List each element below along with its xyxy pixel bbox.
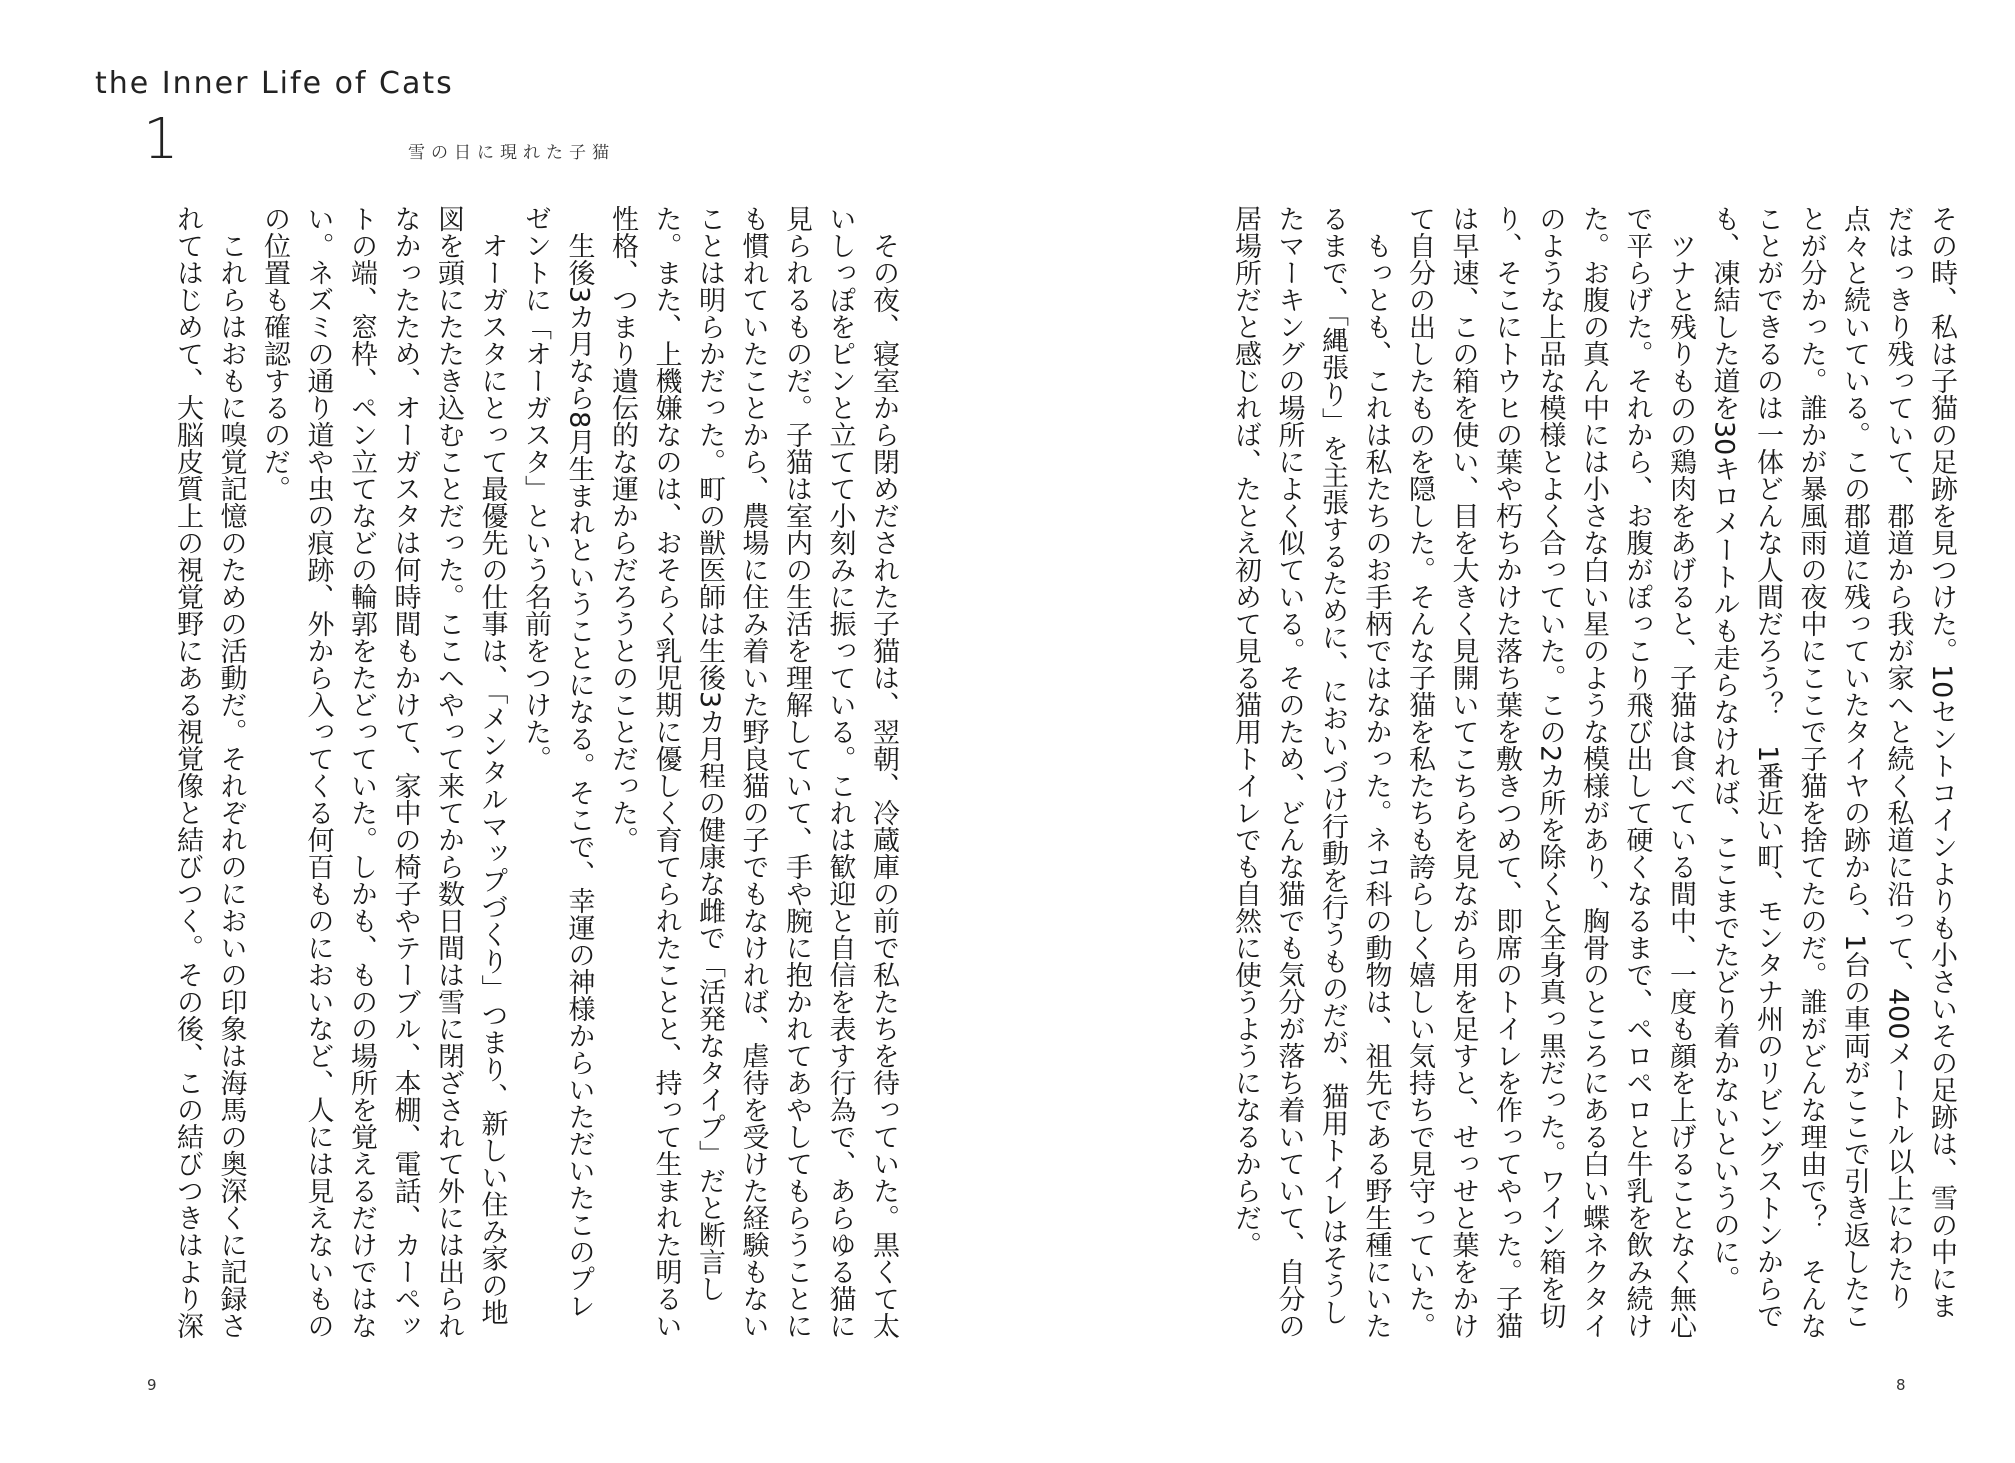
left-paragraph-3: オーガスタにとって最優先の仕事は、「メンタルマップづくり」つまり、新しい住み家の地図を頭にたたき込むことだった。ここへやって来てから数日間は雪に閉ざされて外には出られなかったため、オーガスタは何時間もかけて、家中の椅子やテーブル、本棚、電話、カーペットの端、窓枠、ペン立てなどの輪郭をたどっていた。しかも、ものの場所を覚えるだけではない。ネズミの通り道や虫の痕跡、外から入ってくる何百ものにおいなど、人には見えないものの位置も確認するのだ。	[259, 205, 508, 1339]
right-paragraph-3: もっとも、これは私たちのお手柄ではなかった。ネコ科の動物は、祖先である野生種にいたるまで、「縄張り」を主張するために、においづけ行動を行うものだが、猫用トイレはそうしたマーキングの場所によく似ている。そのため、どんな猫でも気分が落ち着いていて、自分の居場所だと感じれば、たとえ初めて見る猫用トイレでも自然に使うようになるからだ。	[1230, 205, 1392, 1339]
page-number-right: 8	[1896, 1376, 1906, 1394]
left-paragraph-4: これらはおもに嗅覚記憶のための活動だ。それぞれのにおいの印象は海馬の奥深くに記録されてはじめて、大脳皮質上の視覚野にある視覚像と結びつく。その後、この結びつきはより深	[172, 205, 247, 1339]
book-title: the Inner Life of Cats	[95, 66, 454, 101]
left-paragraph-1: その夜、寝室から閉めだされた子猫は、翌朝、冷蔵庫の前で私たちを待っていた。黒くて太いしっぽをピンと立てて小刻みに振っている。これは歓迎と自信を表す行為で、あらゆる猫に見られるものだ。子猫は室内の生活を理解していて、手や腕に抱かれてあやしてもらうことにも慣れていたことから、農場に住み着いた野良猫の子でもなければ、虐待を受けた経験もないことは明らかだった。町の獣医師は生後3カ月程の健康な雌で「活発なタイプ」だと断言した。また、上機嫌なのは、おそらく乳児期に優しく育てられたことと、持って生まれた明るい性格、つまり遺伝的な運からだろうとのことだった。	[607, 205, 899, 1339]
left-page-body	[95, 205, 905, 1340]
left-paragraph-2: 生後3カ月なら8月生まれということになる。そこで、幸運の神様からいただいたこのプレゼントに「オーガスタ」という名前をつけた。	[520, 205, 595, 1320]
right-paragraph-2: ツナと残りものの鶏肉をあげると、子猫は食べている間中、一度も顔を上げることなく無心で平らげた。それから、お腹がぽっこり飛び出して硬くなるまで、ペロペロと牛乳を飲み続けた。お腹の真ん中には小さな白い星のような模様があり、胸骨のところにある白い蝶ネクタイのような上品な模様とよく合っていた。この2カ所を除くと全身真っ黒だった。ワイン箱を切り、そこにトウヒの葉や朽ちかけた落ち葉を敷きつめて、即席のトイレを作ってやった。子猫は早速、この箱を使い、目を大きく見開いてこちらを見ながら用を足すと、せっせと葉をかけて自分の出したものを隠した。そんな子猫を私たちも誇らしく嬉しい気持ちで見守っていた。	[1404, 205, 1696, 1339]
right-page-body	[1143, 205, 1963, 1340]
right-paragraph-1: その時、私は子猫の足跡を見つけた。10セントコインよりも小さいその足跡は、雪の中にまだはっきり残っていて、郡道から我が家へと続く私道に沿って、400メートル以上にわたり点々と続いている。この郡道に残っていたタイヤの跡から、1台の車両がここで引き返したことが分かった。誰かが暴風雨の夜中にここで子猫を捨てたのだ。誰がどんな理由で？ そんなことができるのは一体どんな人間だろう？ 1番近い町、モンタナ州のリビングストンからでも、凍結した道を30キロメートルも走らなければ、ここまでたどり着かないというのに。	[1708, 205, 1957, 1339]
chapter-number: 1	[143, 107, 179, 172]
page-number-left: 9	[147, 1376, 157, 1394]
chapter-title: 雪の日に現れた子猫	[408, 143, 615, 163]
